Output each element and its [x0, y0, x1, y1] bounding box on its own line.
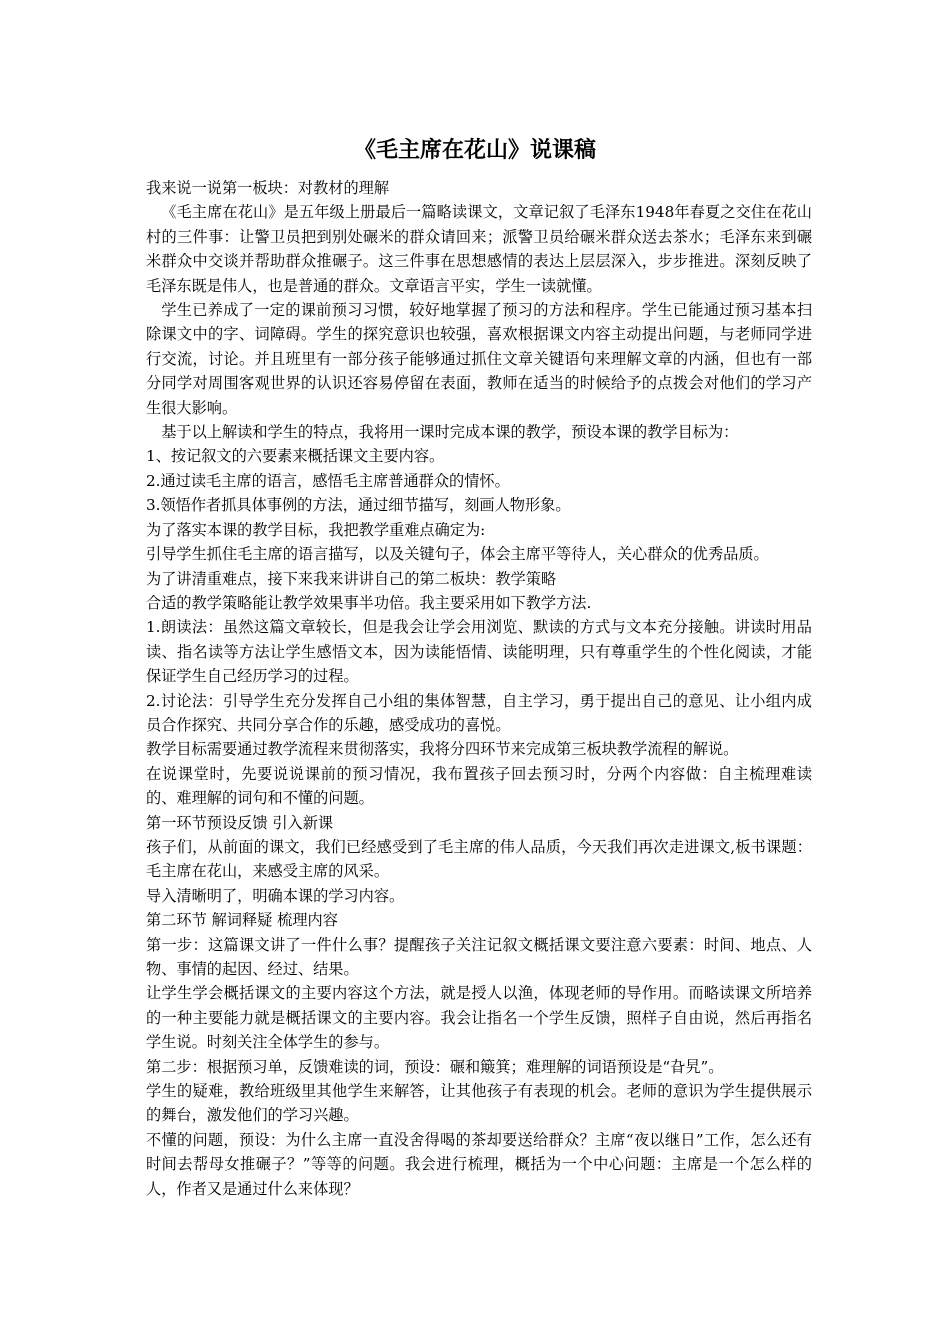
paragraph: 为了讲清重难点，接下来我来讲讲自己的第二板块：教学策略: [146, 569, 557, 588]
paragraph: 导入清晰明了，明确本课的学习内容。: [146, 886, 405, 905]
paragraph: 第二步：根据预习单，反馈难读的词，预设：碾和簸箕；难理解的词语预设是“旮旯”。: [146, 1057, 724, 1076]
paragraph: 教学目标需要通过教学流程来贯彻落实，我将分四环节来完成第三板块教学流程的解说。: [146, 740, 739, 759]
paragraph: 学生已养成了一定的课前预习习惯，较好地掌握了预习的方法和程序。学生已能通过预习基本扫除课文中的字、词障碍。学生的探究意识也较强，喜欢根据课文内容主动提出问题，与老师同学进行交流，讨论。并且班里有一部分孩子能够通过抓住文章关键语句来理解文章的内涵，但也有一部分同学对周围客观世界的认识还容易停留在表面，教师在适当的时候给予的点拨会对他们的学习产生很大影响。: [146, 301, 812, 417]
document-title: 《毛主席在花山》说课稿: [353, 137, 596, 163]
paragraph: 我来说一说第一板块：对教材的理解: [146, 179, 389, 197]
paragraph: 学生的疑难，教给班级里其他学生来解答，让其他孩子有表现的机会。老师的意识为学生提供展示的舞台，激发他们的学习兴趣。: [146, 1082, 812, 1125]
paragraph: 第二环节 解词释疑 梳理内容: [146, 911, 338, 930]
paragraph: 2.通过读毛主席的语言，感悟毛主席普通群众的情怀。: [146, 471, 510, 490]
paragraph: 为了落实本课的教学目标，我把教学重难点确定为:: [146, 520, 486, 539]
paragraph: 让学生学会概括课文的主要内容这个方法，就是授人以渔，体现老师的导作用。而略读课文所培养的一种主要能力就是概括课文的主要内容。我会让指名一个学生反馈，照样子自由说，然后再指名学生说。时刻关注全体学生的参与。: [146, 984, 812, 1052]
paragraph: 2.讨论法：引导学生充分发挥自己小组的集体智慧，自主学习，勇于提出自己的意见、让小组内成员合作探究、共同分享合作的乐趣，感受成功的喜悦。: [146, 691, 812, 734]
paragraph: 《毛主席在花山》是五年级上册最后一篇略读课文，文章记叙了毛泽东1948年春夏之交住在花山村的三件事：让警卫员把到别处碾米的群众请回来；派警卫员给碾米群众送去茶水；毛泽东来到碾米群众中交谈并帮助群众推碾子。这三件事在思想感情的表达上层层深入，步步推进。深刻反映了毛泽东既是伟人，也是普通的群众。文章语言平实，学生一读就懂。: [146, 203, 812, 295]
paragraph: 1.朗读法：虽然这篇文章较长，但是我会让学会用浏览、默读的方式与文本充分接触。讲读时用品读、指名读等方法让学生感悟文本，因为读能悟情、读能明理，只有尊重学生的个性化阅读，才能保证学生自己经历学习的过程。: [146, 618, 812, 686]
paragraph: 孩子们，从前面的课文，我们已经感受到了毛主席的伟人品质，今天我们再次走进课文,板书课题：毛主席在花山，来感受主席的风采。: [146, 837, 812, 881]
paragraph: 第一步：这篇课文讲了一件什么事？提醒孩子关注记叙文概括课文要注意六要素：时间、地点、人物、事情的起因、经过、结果。: [146, 935, 812, 978]
paragraph: 引导学生抓住毛主席的语言描写，以及关键句子，体会主席平等待人，关心群众的优秀品质。: [146, 545, 769, 564]
paragraph: 在说课堂时，先要说说课前的预习情况，我布置孩子回去预习时，分两个内容做：自主梳理难读的、难理解的词句和不懂的问题。: [146, 764, 812, 808]
paragraph: 第一环节预设反馈 引入新课: [146, 813, 334, 832]
paragraph: 基于以上解读和学生的特点，我将用一课时完成本课的教学，预设本课的教学目标为：: [161, 423, 739, 442]
paragraph: 合适的教学策略能让教学效果事半功倍。我主要采用如下教学方法.: [146, 593, 592, 612]
paragraph: 不懂的问题，预设：为什么主席一直没舍得喝的茶却要送给群众？主席“夜以继日”工作，怎么还有时间去帮母女推碾子？”等等的问题。我会进行梳理，概括为一个中心问题：主席是一个怎么样的人，作者又是通过什么来体现？: [146, 1130, 812, 1198]
paragraph: 3.领悟作者抓具体事例的方法，通过细节描写，刻画人物形象。: [146, 496, 571, 515]
paragraph: 1、按记叙文的六要素来概括课文主要内容。: [146, 447, 445, 466]
document-body: [146, 176, 812, 1201]
